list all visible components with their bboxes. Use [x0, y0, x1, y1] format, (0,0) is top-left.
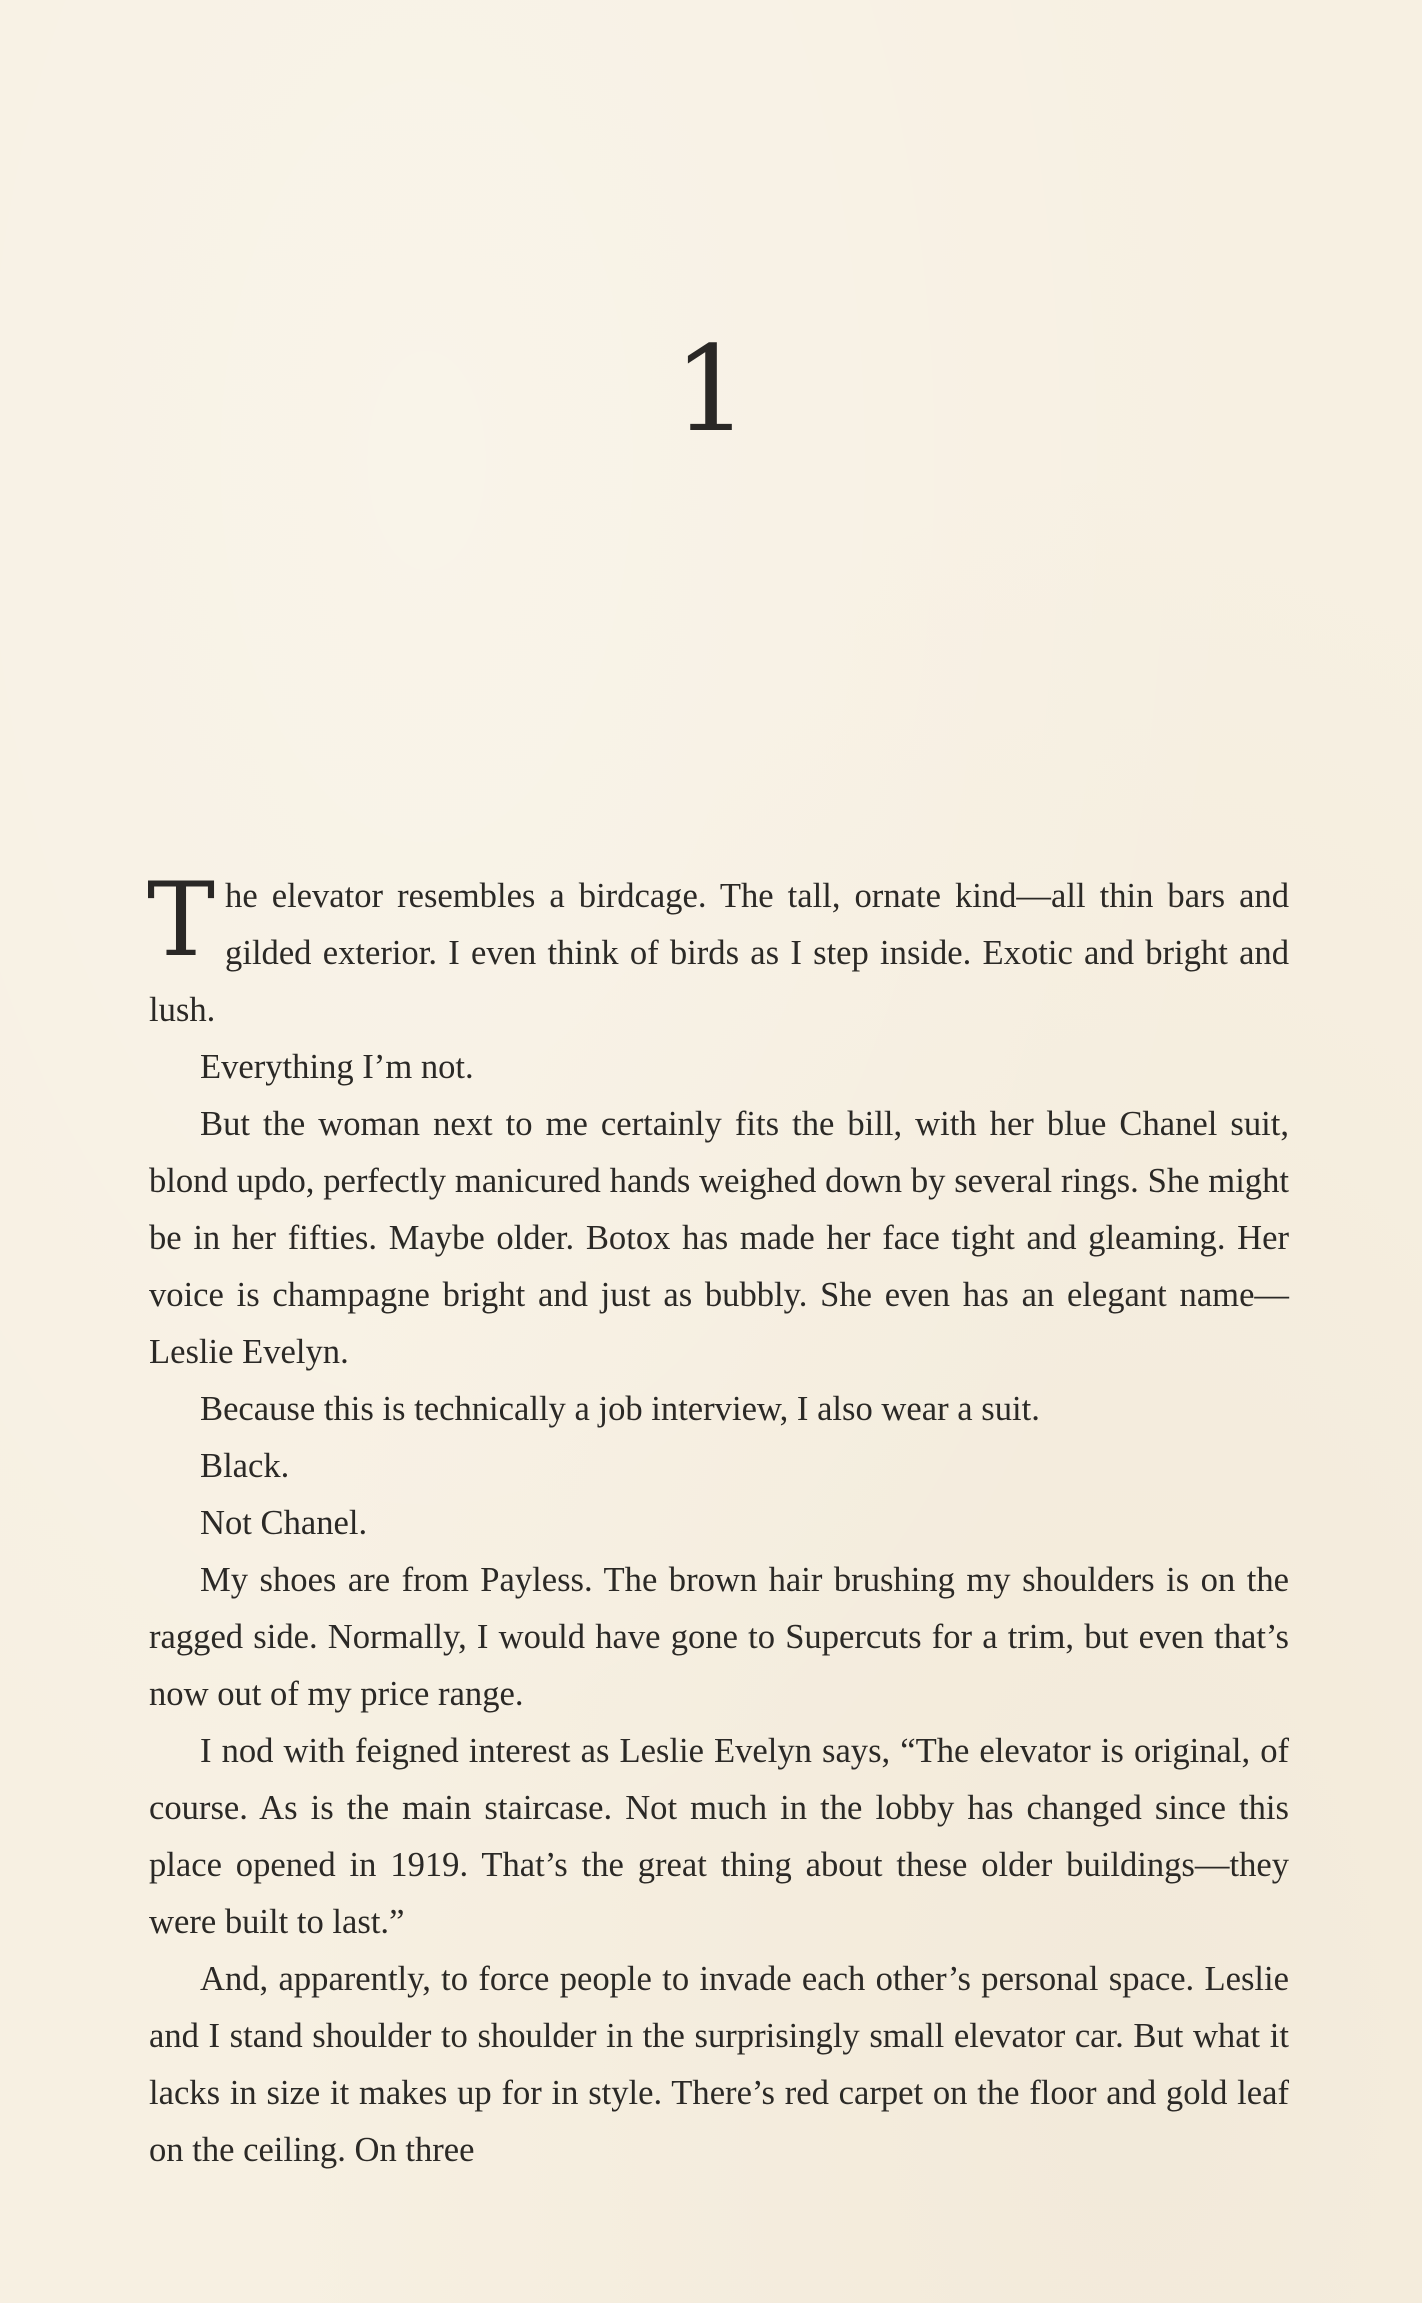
paragraph: Because this is technically a job interview, I also wear a suit.	[200, 1390, 1040, 1428]
paragraph-text: he elevator resembles a birdcage. The tall, ornate kind—all thin bars and gilded exterior. I even think of birds as I step inside. Exotic and bright and lush.	[149, 877, 1289, 1029]
paragraph: Not Chanel.	[200, 1504, 368, 1542]
drop-cap: T	[147, 861, 216, 980]
chapter-number: 1	[673, 320, 749, 458]
opening-paragraph	[147, 861, 1289, 1039]
paragraph: My shoes are from Payless. The brown hair brushing my shoulders is on the ragged side. Normally, I would have gone to Supercuts for a trim, but even that’s now out of my price range.	[149, 1561, 1289, 1713]
paragraph: Black.	[200, 1447, 290, 1485]
paragraph: And, apparently, to force people to invade each other’s personal space. Leslie and I stand shoulder to shoulder in the surprisingly small elevator car. But what it lacks in size it makes up for in style. There’s red carpet on the floor and gold leaf on the ceiling. On three	[149, 1960, 1289, 2169]
body-text	[147, 861, 1289, 2179]
paragraph: I nod with feigned interest as Leslie Evelyn says, “The elevator is original, of course. As is the main staircase. Not much in the lobby has changed since this place opened in 1919. That’s the great thing about these older buildings—they were built to last.”	[149, 1732, 1289, 1941]
paragraph: But the woman next to me certainly fits the bill, with her blue Chanel suit, blond updo, perfectly manicured hands weighed down by several rings. She might be in her fifties. Maybe older. Botox has made her face tight and gleaming. Her voice is champagne bright and just as bubbly. She even has an elegant name—Leslie Evelyn.	[149, 1105, 1289, 1371]
paragraph: Everything I’m not.	[200, 1048, 474, 1086]
